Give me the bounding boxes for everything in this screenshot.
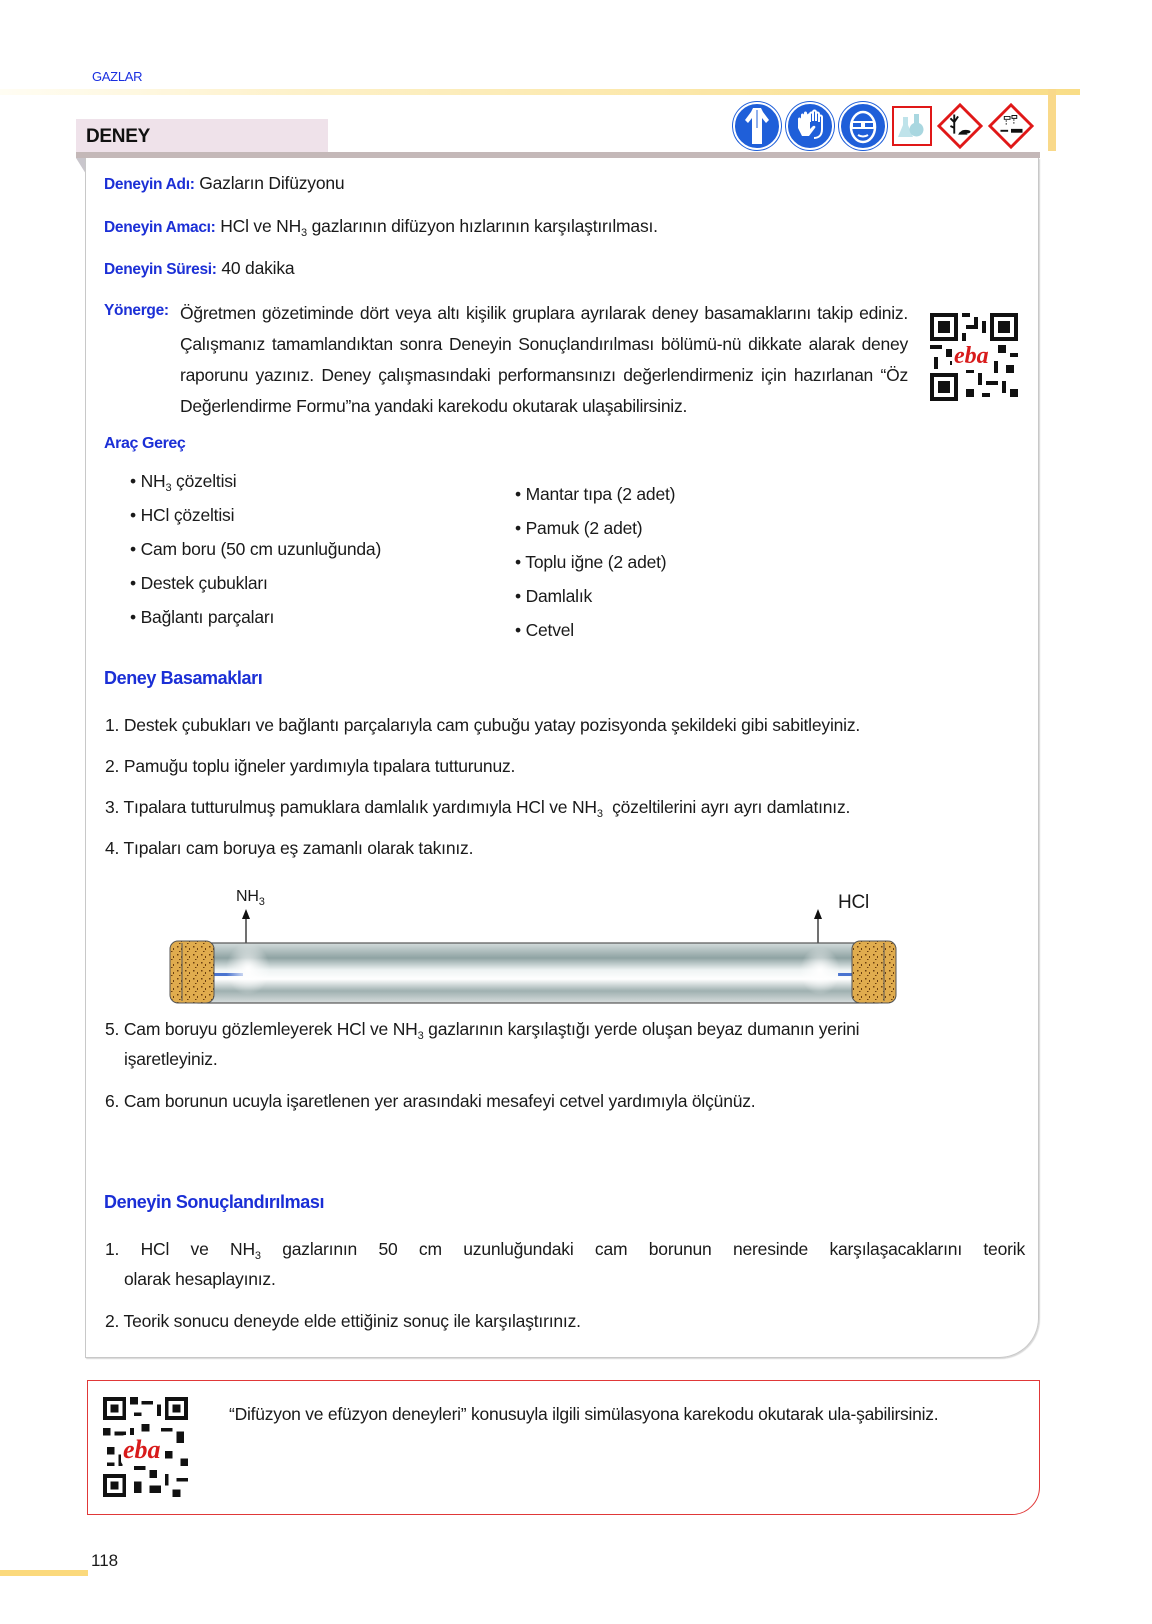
experiment-purpose-label: Deneyin Amacı: [104,219,216,236]
steps-title: Deney Basamakları [104,668,263,688]
qr-code-simulation[interactable] [103,1397,188,1497]
step-item-continuation: işaretleyiniz. [124,1049,218,1069]
arrow-head-hcl [814,909,822,919]
directive-label: Yönerge: [104,302,169,319]
arrow-head-nh3 [242,909,250,919]
experiment-purpose [104,215,658,239]
cork-left [170,941,214,1003]
figure-label-nh3: $NH_3$ [236,888,265,908]
diffusion-tube-figure [168,905,948,1005]
header-rule [0,89,1080,95]
eba-logo: eba [954,343,989,369]
experiment-duration [104,257,294,281]
material-item: • Mantar tıpa (2 adet) [515,484,676,504]
experiment-duration-label: Deneyin Süresi: [104,261,217,278]
eba-logo: eba [123,1435,161,1464]
purpose-text-pre: HCl ve NH [220,216,302,236]
step-item: 5. Cam boruyu gözlemleyerek HCl ve $NH_3$ gazlarının karşılaştığı yerde oluşan beyaz dumanın yerini [105,1019,860,1042]
cork-right [852,941,896,1003]
safety-goggles-icon [839,102,887,150]
footer-rule [0,1570,88,1576]
material-item: • Pamuk (2 adet) [515,518,643,538]
material-item: • Cetvel [515,620,574,640]
conclusion-item: 1. HCl ve $NH_3$ gazlarının 50 cm uzunluğundaki cam borunun neresinde karşılaşacaklarını teorik [105,1239,1025,1262]
purpose-text-post: gazlarının difüzyon hızlarının karşılaştırılması. [306,216,658,236]
section-title: DENEY [86,126,150,147]
nh3-cotton [226,943,270,995]
material-item: • Damlalık [515,586,593,606]
conclusion-item: 2. Teorik sonucu deneyde elde ettiğiniz sonuç ile karşılaştırınız. [105,1311,581,1331]
directive-text: Öğretmen gözetiminde dört veya altı kişilik gruplara ayrılarak deney basamaklarını takip ediniz. Çalışmanız tamamlandıktan sonra Deneyin Sonuçlandırılması bölümü-nü dikkate alarak deney raporunu yazınız. Deney çalışmasındaki performansınızı değerlendirmeniz için hazırlanan “Öz Değerlendirme Formu”na yandaki karekodu okutarak ulaşabilirsiniz. [180,303,908,416]
corrosive-hazard-icon [988,103,1034,149]
purpose-subscript: 3 [301,227,307,239]
material-item: • $NH_3$ çözeltisi [130,471,237,494]
material-item: • Toplu iğne (2 adet) [515,552,667,572]
material-item: • Destek çubukları [130,573,268,593]
glass-tube [198,943,878,1003]
step-item: 2. Pamuğu toplu iğneler yardımıyla tıpalara tutturunuz. [105,756,516,776]
step-item: 6. Cam borunun ucuyla işaretlenen yer arasındaki mesafeyi cetvel yardımıyla ölçünüz. [105,1091,756,1111]
experiment-duration-value: 40 dakika [221,258,295,278]
step-item: 4. Tıpaları cam boruya eş zamanlı olarak takınız. [105,838,474,858]
glassware-icon [892,106,932,146]
simulation-note-text: “Difüzyon ve efüzyon deneyleri” konusuyla ilgili simülasyona karekodu okutarak ula-şabilirsiniz. [229,1404,939,1424]
conclusion-item-continuation: olarak hesaplayınız. [124,1269,276,1289]
figure-label-hcl: HCl [838,892,870,913]
page-number: 118 [91,1551,119,1570]
header-rule-tab [1048,89,1056,151]
experiment-name-label: Deneyin Adı: [104,176,195,193]
protective-suit-icon [733,102,781,150]
material-item: • HCl çözeltisi [130,505,235,525]
step-item: 3. Tıpalara tutturulmuş pamuklara damlalık yardımıyla HCl ve $NH_3$ çözeltilerini ayrı ayrı damlatınız. [105,797,851,820]
experiment-name [104,172,344,196]
material-item: • Cam boru (50 cm uzunluğunda) [130,539,382,559]
hcl-cotton [800,947,840,995]
gloves-icon [786,102,834,150]
chapter-title: GAZLAR [92,69,143,84]
material-item: • Bağlantı parçaları [130,607,275,627]
experiment-name-value: Gazların Difüzyonu [199,173,345,193]
conclusion-title: Deneyin Sonuçlandırılması [104,1192,325,1212]
materials-title: Araç Gereç [104,435,186,452]
qr-code-self-assessment[interactable] [930,313,1018,401]
safety-icons [733,100,1034,152]
environment-hazard-icon [937,103,983,149]
step-item: 1. Destek çubukları ve bağlantı parçalarıyla cam çubuğu yatay pozisyonda şekildeki gibi sabitleyiniz. [105,715,861,735]
